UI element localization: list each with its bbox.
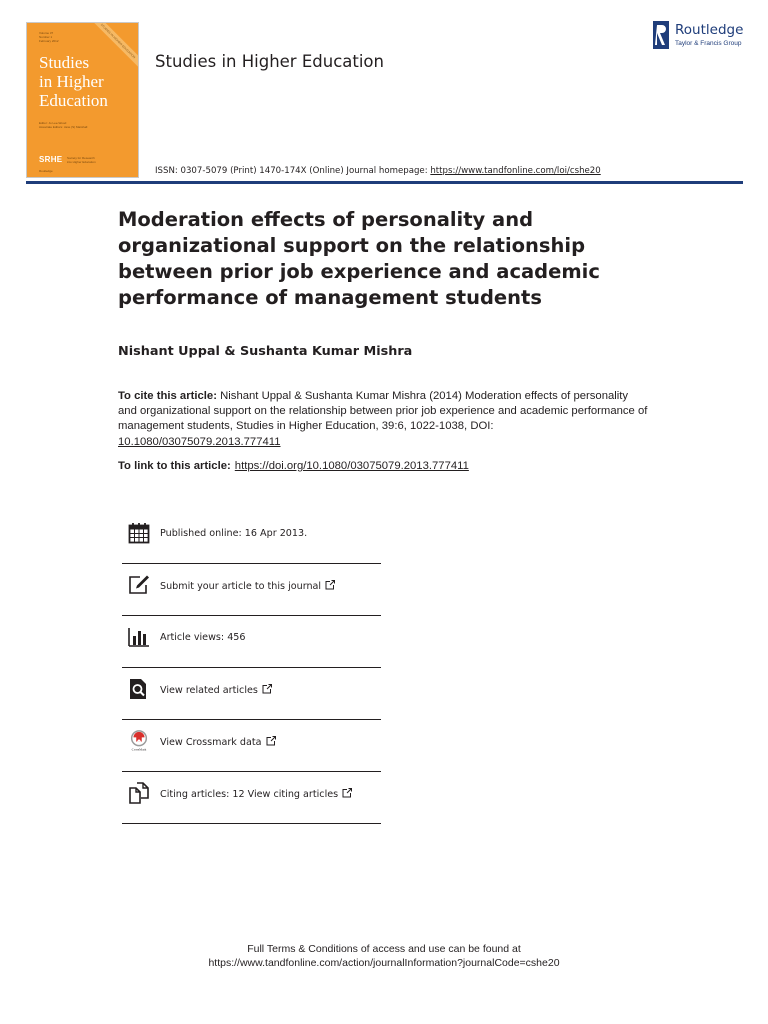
publisher-sub: Taylor & Francis Group bbox=[675, 40, 742, 47]
external-link-icon bbox=[266, 736, 276, 746]
calendar-icon bbox=[128, 522, 150, 544]
external-link-icon bbox=[342, 788, 352, 798]
list-item-citing-articles[interactable] bbox=[122, 772, 381, 824]
published-online-text: Published online: 16 Apr 2013. bbox=[160, 528, 308, 539]
submit-article-link[interactable]: Submit your article to this journal bbox=[160, 580, 335, 592]
article-link-line bbox=[118, 460, 469, 472]
cover-srhe-logo: SRHE bbox=[39, 155, 63, 164]
journal-title[interactable]: Studies in Higher Education bbox=[155, 52, 384, 71]
cover-title: Studies in Higher Education bbox=[39, 53, 108, 110]
issn-line bbox=[155, 166, 601, 176]
citing-articles-link[interactable]: Citing articles: 12 View citing articles bbox=[160, 788, 352, 800]
cover-ribbon: STUDIES IN HIGHER EDUCATION bbox=[87, 22, 139, 72]
crossmark-link[interactable]: View Crossmark data bbox=[160, 736, 276, 748]
article-title: Moderation effects of personality and organizational support on the relationship between prior job experience and academic performance of management students bbox=[118, 208, 600, 309]
list-item-published bbox=[122, 512, 381, 564]
search-document-icon bbox=[128, 678, 150, 700]
journal-cover bbox=[26, 22, 139, 178]
footer-line-1: Full Terms & Conditions of access and use can be found at bbox=[247, 943, 521, 955]
cover-volume-info: Volume 37 Number 1 February 2012 bbox=[39, 31, 59, 43]
footer-terms bbox=[0, 942, 768, 970]
external-link-icon bbox=[262, 684, 272, 694]
journal-homepage-link[interactable]: https://www.tandfonline.com/loi/cshe20 bbox=[430, 166, 601, 176]
bar-chart-icon bbox=[128, 626, 150, 648]
routledge-mark-icon bbox=[653, 21, 669, 49]
citation-text: Nishant Uppal & Sushanta Kumar Mishra (2014) Moderation effects of personality and organizational support on the relationship between prior job experience and academic performance of management students, Studies in Higher Education, 39:6, 1022-1038, DOI: bbox=[118, 390, 648, 433]
article-authors: Nishant Uppal & Sushanta Kumar Mishra bbox=[118, 344, 413, 359]
footer-terms-link[interactable]: https://www.tandfonline.com/action/journalInformation?journalCode=cshe20 bbox=[208, 957, 560, 969]
routledge-logo bbox=[653, 21, 748, 53]
crossmark-label: CrossMark bbox=[131, 747, 147, 752]
related-articles-link[interactable]: View related articles bbox=[160, 684, 272, 696]
citing-articles-icon bbox=[128, 782, 150, 804]
edit-icon bbox=[128, 574, 150, 596]
cover-publisher: Routledge bbox=[39, 169, 53, 173]
citation-block bbox=[118, 389, 648, 450]
publisher-name: Routledge bbox=[675, 22, 744, 38]
list-item-article-views bbox=[122, 616, 381, 668]
issn-text: ISSN: 0307-5079 (Print) 1470-174X (Online) Journal homepage: bbox=[155, 166, 431, 176]
external-link-icon bbox=[325, 580, 335, 590]
article-link-label: To link to this article: bbox=[118, 460, 231, 472]
doi-link[interactable]: 10.1080/03075079.2013.777411 bbox=[118, 435, 281, 448]
header-rule bbox=[26, 181, 743, 184]
article-info-list bbox=[122, 512, 381, 824]
cover-society: Society for Research into Higher Education bbox=[67, 156, 96, 164]
cover-editors: Editor: Jo Lee-Wood Associate Editors: Jane (S) Marshall bbox=[39, 121, 88, 129]
list-item-submit-article[interactable] bbox=[122, 564, 381, 616]
citation-label: To cite this article: bbox=[118, 390, 217, 402]
list-item-crossmark[interactable] bbox=[122, 720, 381, 772]
article-views-text: Article views: 456 bbox=[160, 632, 246, 643]
crossmark-icon bbox=[128, 730, 150, 752]
list-item-related-articles[interactable] bbox=[122, 668, 381, 720]
article-link-url[interactable]: https://doi.org/10.1080/03075079.2013.777411 bbox=[234, 460, 469, 472]
